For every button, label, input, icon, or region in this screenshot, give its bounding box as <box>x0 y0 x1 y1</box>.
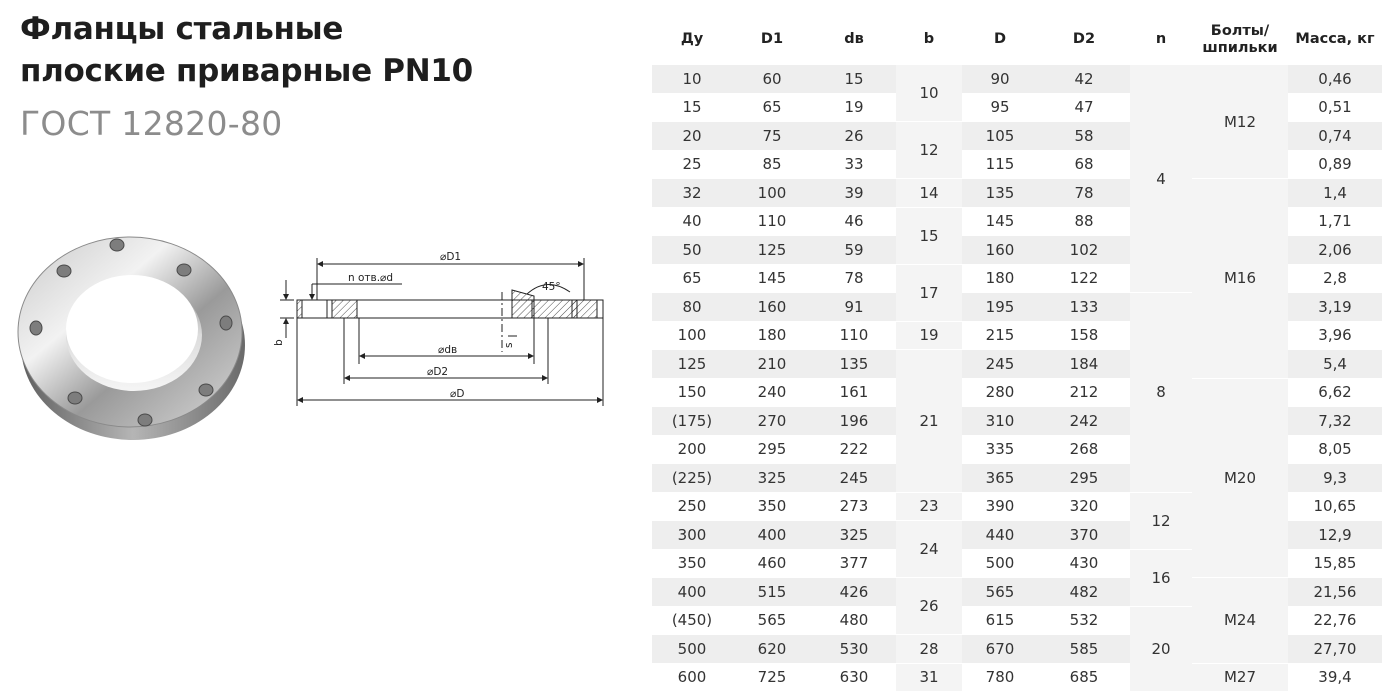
cell-d1: 270 <box>732 407 812 436</box>
cell-du: 15 <box>652 94 732 123</box>
cell-d1: 325 <box>732 464 812 493</box>
table-row <box>652 578 1382 607</box>
col-header-mass: Масса, кг <box>1295 31 1375 47</box>
cell-d2: 88 <box>1038 208 1130 237</box>
table-row <box>652 179 1382 208</box>
cell-d1: 350 <box>732 493 812 522</box>
cell-dv: 59 <box>812 236 896 265</box>
cell-b: 19 <box>896 322 962 351</box>
cell-b: 14 <box>896 179 962 208</box>
cell-b: 24 <box>896 521 962 578</box>
cell-b: 23 <box>896 493 962 522</box>
cell-mass: 15,85 <box>1288 550 1382 579</box>
cell-dv: 426 <box>812 578 896 607</box>
col-header-bolts-line2: шпильки <box>1202 39 1278 56</box>
cell-d1: 400 <box>732 521 812 550</box>
cell-d: 145 <box>962 208 1038 237</box>
cell-d2: 68 <box>1038 151 1130 180</box>
cell-du: 25 <box>652 151 732 180</box>
cell-d: 390 <box>962 493 1038 522</box>
cell-d2: 78 <box>1038 179 1130 208</box>
cell-d: 780 <box>962 664 1038 693</box>
cell-du: 125 <box>652 350 732 379</box>
cell-du: 300 <box>652 521 732 550</box>
col-header-d: D <box>993 31 1007 47</box>
cell-bolts: М20 <box>1192 379 1288 579</box>
cell-d1: 180 <box>732 322 812 351</box>
drawing-label-d1: ⌀D1 <box>440 251 462 263</box>
cell-mass: 1,71 <box>1288 208 1382 237</box>
cell-mass: 0,74 <box>1288 122 1382 151</box>
cell-d2: 482 <box>1038 578 1130 607</box>
cell-du: 200 <box>652 436 732 465</box>
cell-mass: 0,46 <box>1288 65 1382 94</box>
cell-dv: 46 <box>812 208 896 237</box>
cell-d2: 268 <box>1038 436 1130 465</box>
cell-d1: 145 <box>732 265 812 294</box>
cell-d: 615 <box>962 607 1038 636</box>
cell-d1: 295 <box>732 436 812 465</box>
cell-dv: 110 <box>812 322 896 351</box>
cell-d: 440 <box>962 521 1038 550</box>
cell-dv: 15 <box>812 65 896 94</box>
cell-d: 195 <box>962 293 1038 322</box>
cell-mass: 0,89 <box>1288 151 1382 180</box>
cell-du: 350 <box>652 550 732 579</box>
col-header-n: n <box>1155 31 1167 47</box>
cell-du: 600 <box>652 664 732 693</box>
cell-b: 28 <box>896 635 962 664</box>
cell-mass: 8,05 <box>1288 436 1382 465</box>
flange-spec-table <box>652 14 1382 692</box>
cell-dv: 377 <box>812 550 896 579</box>
cell-du: (175) <box>652 407 732 436</box>
cell-d1: 60 <box>732 65 812 94</box>
cell-bolts: М27 <box>1192 664 1288 693</box>
drawing-label-b: b <box>273 339 285 346</box>
cell-d1: 65 <box>732 94 812 123</box>
cell-b: 26 <box>896 578 962 635</box>
cell-d2: 585 <box>1038 635 1130 664</box>
cell-d: 245 <box>962 350 1038 379</box>
cell-du: 400 <box>652 578 732 607</box>
cell-b: 31 <box>896 664 962 693</box>
cell-mass: 12,9 <box>1288 521 1382 550</box>
cell-b: 17 <box>896 265 962 322</box>
drawing-label-angle: 45° <box>542 281 561 293</box>
cell-d1: 515 <box>732 578 812 607</box>
cell-mass: 6,62 <box>1288 379 1382 408</box>
table-row <box>652 65 1382 94</box>
cell-d2: 58 <box>1038 122 1130 151</box>
cell-d2: 685 <box>1038 664 1130 693</box>
drawing-label-s: s <box>503 342 515 348</box>
cell-du: 80 <box>652 293 732 322</box>
cell-du: 150 <box>652 379 732 408</box>
table-header <box>652 14 1382 65</box>
drawing-label-d2: ⌀D2 <box>427 366 449 378</box>
cell-du: 100 <box>652 322 732 351</box>
cell-dv: 630 <box>812 664 896 693</box>
cell-d1: 100 <box>732 179 812 208</box>
cell-mass: 21,56 <box>1288 578 1382 607</box>
cell-d1: 75 <box>732 122 812 151</box>
cell-dv: 91 <box>812 293 896 322</box>
cell-mass: 9,3 <box>1288 464 1382 493</box>
cell-du: 250 <box>652 493 732 522</box>
table-body <box>652 65 1382 692</box>
cell-dv: 273 <box>812 493 896 522</box>
cell-b: 15 <box>896 208 962 265</box>
cell-d: 335 <box>962 436 1038 465</box>
cell-mass: 22,76 <box>1288 607 1382 636</box>
cell-d1: 725 <box>732 664 812 693</box>
cell-d2: 158 <box>1038 322 1130 351</box>
title-line-1: Фланцы стальные <box>20 11 344 47</box>
cell-du: 65 <box>652 265 732 294</box>
flange-drawing <box>272 244 612 414</box>
cell-dv: 39 <box>812 179 896 208</box>
page-title <box>20 8 473 92</box>
cell-mass: 0,51 <box>1288 94 1382 123</box>
cell-du: 40 <box>652 208 732 237</box>
cell-mass: 39,4 <box>1288 664 1382 693</box>
cell-d2: 42 <box>1038 65 1130 94</box>
col-header-d1: D1 <box>760 31 784 47</box>
cell-mass: 2,06 <box>1288 236 1382 265</box>
cell-d: 115 <box>962 151 1038 180</box>
cell-d2: 184 <box>1038 350 1130 379</box>
cell-d: 95 <box>962 94 1038 123</box>
cell-dv: 222 <box>812 436 896 465</box>
cell-mass: 7,32 <box>1288 407 1382 436</box>
cell-dv: 325 <box>812 521 896 550</box>
cell-dv: 245 <box>812 464 896 493</box>
col-header-bolts-line1: Болты/ <box>1210 22 1270 39</box>
cell-d2: 532 <box>1038 607 1130 636</box>
cell-dv: 33 <box>812 151 896 180</box>
cell-dv: 78 <box>812 265 896 294</box>
cell-dv: 530 <box>812 635 896 664</box>
col-header-du: Ду <box>680 31 704 47</box>
drawing-label-holes: n отв.⌀d <box>348 272 394 284</box>
cell-d2: 102 <box>1038 236 1130 265</box>
cell-d: 500 <box>962 550 1038 579</box>
cell-d2: 242 <box>1038 407 1130 436</box>
cell-du: 50 <box>652 236 732 265</box>
cell-d2: 122 <box>1038 265 1130 294</box>
cell-bolts: М16 <box>1192 179 1288 379</box>
cell-mass: 1,4 <box>1288 179 1382 208</box>
cell-mass: 5,4 <box>1288 350 1382 379</box>
table-row <box>652 664 1382 693</box>
flange-photo <box>14 228 246 442</box>
cell-d: 280 <box>962 379 1038 408</box>
cell-mass: 10,65 <box>1288 493 1382 522</box>
cell-d2: 295 <box>1038 464 1130 493</box>
col-header-d2: D2 <box>1072 31 1096 47</box>
col-header-b: b <box>923 31 935 47</box>
cell-du: 32 <box>652 179 732 208</box>
cell-d2: 47 <box>1038 94 1130 123</box>
cell-d1: 460 <box>732 550 812 579</box>
cell-dv: 196 <box>812 407 896 436</box>
cell-d1: 240 <box>732 379 812 408</box>
cell-d: 90 <box>962 65 1038 94</box>
cell-d: 215 <box>962 322 1038 351</box>
cell-d2: 430 <box>1038 550 1130 579</box>
cell-d: 135 <box>962 179 1038 208</box>
cell-du: 10 <box>652 65 732 94</box>
col-header-bolts <box>1192 14 1288 65</box>
cell-mass: 3,19 <box>1288 293 1382 322</box>
cell-mass: 2,8 <box>1288 265 1382 294</box>
page-subtitle: ГОСТ 12820-80 <box>20 104 283 143</box>
cell-d1: 125 <box>732 236 812 265</box>
cell-mass: 3,96 <box>1288 322 1382 351</box>
col-header-dv: dв <box>844 31 864 47</box>
cell-d2: 370 <box>1038 521 1130 550</box>
cell-du: (225) <box>652 464 732 493</box>
cell-n: 8 <box>1130 293 1192 493</box>
cell-n: 16 <box>1130 550 1192 607</box>
cell-d1: 565 <box>732 607 812 636</box>
cell-du: (450) <box>652 607 732 636</box>
drawing-label-dv: ⌀dв <box>438 344 458 356</box>
cell-b: 21 <box>896 350 962 493</box>
cell-bolts: М24 <box>1192 578 1288 664</box>
cell-d2: 133 <box>1038 293 1130 322</box>
cell-mass: 27,70 <box>1288 635 1382 664</box>
cell-dv: 480 <box>812 607 896 636</box>
cell-dv: 26 <box>812 122 896 151</box>
cell-dv: 135 <box>812 350 896 379</box>
drawing-label-d: ⌀D <box>450 388 465 400</box>
cell-n: 4 <box>1130 65 1192 293</box>
table-row <box>652 379 1382 408</box>
cell-d2: 320 <box>1038 493 1130 522</box>
cell-d: 160 <box>962 236 1038 265</box>
cell-d1: 160 <box>732 293 812 322</box>
cell-b: 10 <box>896 65 962 122</box>
cell-bolts: М12 <box>1192 65 1288 179</box>
cell-d1: 210 <box>732 350 812 379</box>
cell-n: 12 <box>1130 493 1192 550</box>
cell-d: 105 <box>962 122 1038 151</box>
cell-d1: 85 <box>732 151 812 180</box>
cell-d1: 110 <box>732 208 812 237</box>
cell-dv: 161 <box>812 379 896 408</box>
cell-d: 180 <box>962 265 1038 294</box>
cell-d: 565 <box>962 578 1038 607</box>
cell-n: 20 <box>1130 607 1192 693</box>
cell-dv: 19 <box>812 94 896 123</box>
cell-d: 365 <box>962 464 1038 493</box>
cell-d1: 620 <box>732 635 812 664</box>
cell-du: 20 <box>652 122 732 151</box>
cell-b: 12 <box>896 122 962 179</box>
cell-du: 500 <box>652 635 732 664</box>
cell-d: 310 <box>962 407 1038 436</box>
title-line-2: плоские приварные PN10 <box>20 53 473 89</box>
cell-d2: 212 <box>1038 379 1130 408</box>
cell-d: 670 <box>962 635 1038 664</box>
